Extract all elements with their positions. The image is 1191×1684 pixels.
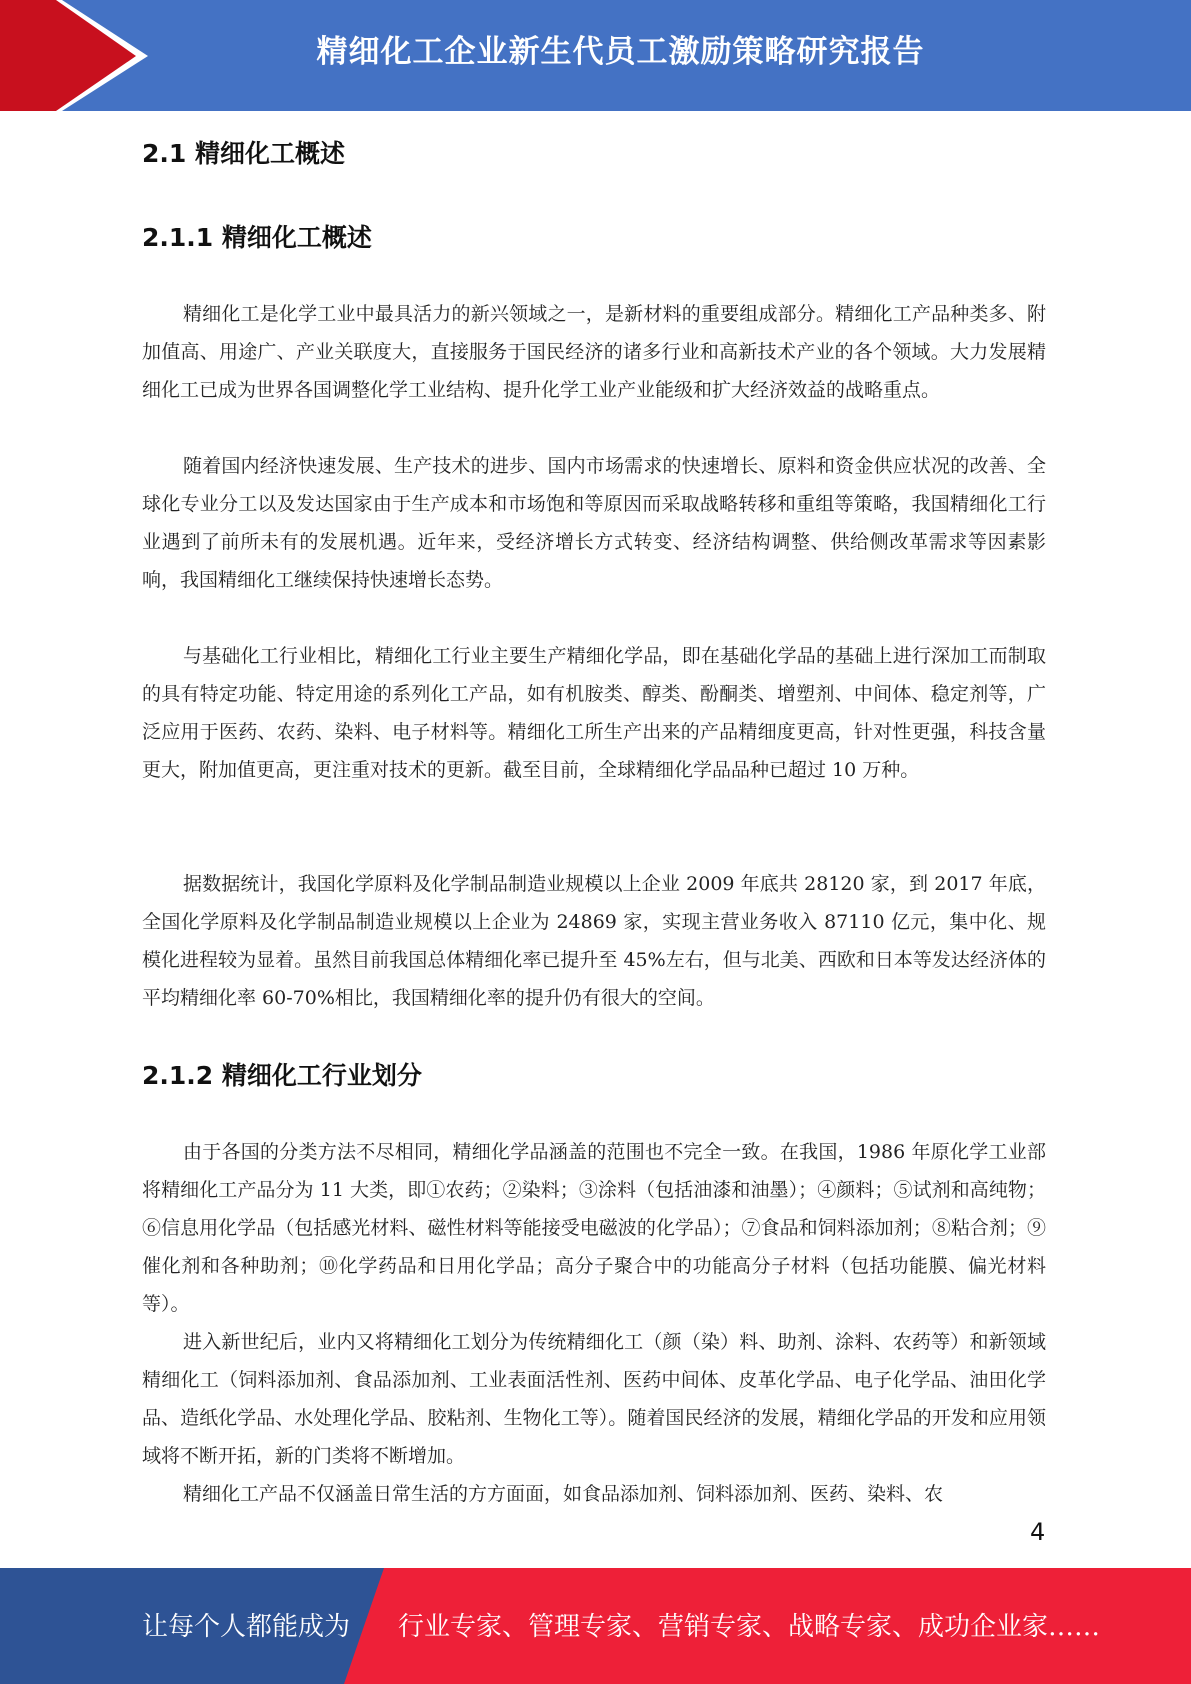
paragraph: 精细化工是化学工业中最具活力的新兴领域之一，是新材料的重要组成部分。精细化工产品种类多、附加值高、用途广、产业关联度大，直接服务于国民经济的诸多行业和高新技术产业的各个领域。大力发展精细化工已成为世界各国调整化学工业结构、提升化学工业产业能级和扩大经济效益的战略重点。 xyxy=(142,303,1046,401)
section-heading-2-1-1: 2.1.1 精细化工概述 xyxy=(142,223,372,252)
section-heading-2-1-2: 2.1.2 精细化工行业划分 xyxy=(142,1061,422,1090)
page-header xyxy=(0,0,1191,111)
paragraph: 由于各国的分类方法不尽相同，精细化学品涵盖的范围也不完全一致。在我国，1986 年原化学工业部将精细化工产品分为 11 大类，即①农药；②染料；③涂料（包括油漆和油墨）；④颜料；⑤试剂和高纯物；⑥信息用化学品（包括感光材料、磁性材料等能接受电磁波的化学品）；⑦食品和饲料添加剂；⑧粘合剂；⑨催化剂和各种助剂；⑩化学药品和日用化学品；高分子聚合中的功能高分子材料（包括功能膜、偏光材料等）。 xyxy=(142,1141,1046,1315)
paragraph: 据数据统计，我国化学原料及化学制品制造业规模以上企业 2009 年底共 28120 家，到 2017 年底，全国化学原料及化学制品制造业规模以上企业为 24869 家，实现主营业务收入 87110 亿元，集中化、规模化进程较为显着。虽然目前我国总体精细化率已提升至 45%左右，但与北美、西欧和日本等发达经济体的平均精细化率 60-70%相比，我国精细化率的提升仍有很大的空间。 xyxy=(142,873,1046,1009)
report-title: 精细化工企业新生代员工激励策略研究报告 xyxy=(316,34,925,70)
paragraph: 与基础化工行业相比，精细化工行业主要生产精细化学品，即在基础化学品的基础上进行深加工而制取的具有特定功能、特定用途的系列化工产品，如有机胺类、醇类、酚酮类、增塑剂、中间体、稳定剂等，广泛应用于医药、农药、染料、电子材料等。精细化工所生产出来的产品精细度更高，针对性更强，科技含量更大，附加值更高，更注重对技术的更新。截至目前，全球精细化学品品种已超过 10 万种。 xyxy=(142,645,1046,781)
section-heading-2-1: 2.1 精细化工概述 xyxy=(142,139,345,168)
footer-slogan-right: 行业专家、管理专家、营销专家、战略专家、成功企业家…… xyxy=(398,1612,1101,1642)
page-number: 4 xyxy=(1030,1518,1046,1546)
paragraph: 进入新世纪后，业内又将精细化工划分为传统精细化工（颜（染）料、助剂、涂料、农药等）和新领域精细化工（饲料添加剂、食品添加剂、工业表面活性剂、医药中间体、皮革化学品、电子化学品、油田化学品、造纸化学品、水处理化学品、胶粘剂、生物化工等）。随着国民经济的发展，精细化学品的开发和应用领域将不断开拓，新的门类将不断增加。 xyxy=(142,1331,1046,1467)
footer-slogan-left: 让每个人都能成为 xyxy=(142,1612,351,1642)
page-footer xyxy=(0,1568,1191,1684)
paragraph: 精细化工产品不仅涵盖日常生活的方方面面，如食品添加剂、饲料添加剂、医药、染料、农 xyxy=(183,1483,944,1505)
paragraph: 随着国内经济快速发展、生产技术的进步、国内市场需求的快速增长、原料和资金供应状况的改善、全球化专业分工以及发达国家由于生产成本和市场饱和等原因而采取战略转移和重组等策略，我国精细化工行业遇到了前所未有的发展机遇。近年来，受经济增长方式转变、经济结构调整、供给侧改革需求等因素影响，我国精细化工继续保持快速增长态势。 xyxy=(142,455,1046,591)
